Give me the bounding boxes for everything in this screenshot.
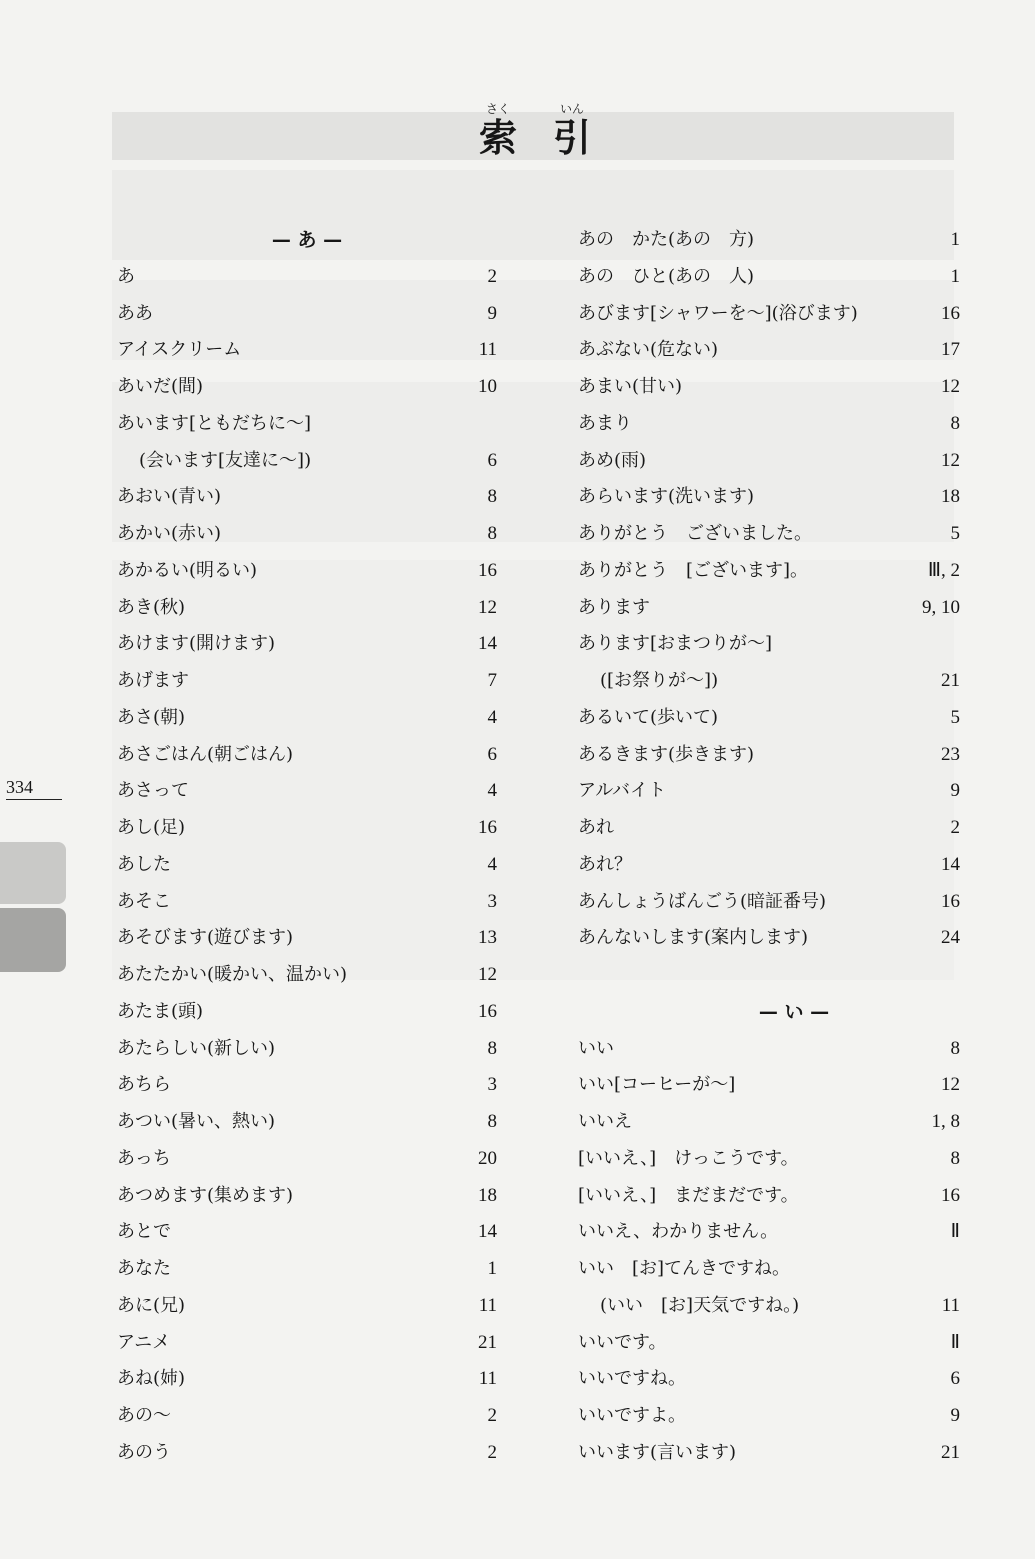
index-entry xyxy=(117,590,497,627)
index-entry xyxy=(117,479,497,516)
index-term: あそこ xyxy=(117,890,171,912)
index-entry xyxy=(578,1178,960,1215)
index-entry xyxy=(117,884,497,921)
index-term: あげます xyxy=(117,670,189,691)
index-term: あに(兄) xyxy=(117,1294,186,1316)
index-entry xyxy=(578,516,960,553)
index-term: あさって xyxy=(117,780,189,802)
index-entry xyxy=(578,1435,960,1472)
index-column-left xyxy=(117,222,497,1472)
index-term: (いい [お]天気ですね。) xyxy=(600,1294,800,1316)
index-term: あれ？ xyxy=(578,853,632,875)
index-page-ref: 12 xyxy=(478,596,497,618)
index-term: あさごはん(朝ごはん) xyxy=(117,743,294,765)
index-entry xyxy=(578,443,960,480)
index-term: あまい(甘い) xyxy=(578,376,683,397)
index-entry xyxy=(578,810,960,847)
index-entry xyxy=(117,810,497,847)
index-entry xyxy=(578,1288,960,1325)
index-entry xyxy=(117,847,497,884)
index-term: あなた xyxy=(117,1258,171,1279)
index-term: あそびます(遊びます) xyxy=(117,927,294,949)
index-page-ref: 5 xyxy=(950,706,960,728)
thumb-tab-light xyxy=(0,842,66,904)
index-term: あるいて(歩いて) xyxy=(578,706,719,728)
index-page-ref: 6 xyxy=(487,449,497,471)
index-page-ref: 16 xyxy=(941,302,960,324)
index-entry xyxy=(578,920,960,957)
index-term: [いいえ、] けっこうです。 xyxy=(578,1147,799,1169)
index-entry xyxy=(117,1361,497,1398)
index-page-ref: 12 xyxy=(941,376,960,397)
index-page-ref: 21 xyxy=(478,1331,497,1353)
index-term: アニメ xyxy=(117,1331,171,1353)
page-number: 334 xyxy=(6,777,62,800)
index-page-ref: 9 xyxy=(487,302,497,324)
index-entry xyxy=(117,1325,497,1362)
index-page-ref: 8 xyxy=(487,486,497,508)
index-term: あけます(開けます) xyxy=(117,633,276,655)
index-term: あ xyxy=(117,265,135,287)
index-entry xyxy=(117,1104,497,1141)
index-page-ref: 20 xyxy=(478,1147,497,1169)
index-page-ref: 2 xyxy=(487,265,497,287)
index-entry xyxy=(578,884,960,921)
index-page-ref: 9 xyxy=(950,1405,960,1426)
index-page-ref: 16 xyxy=(941,890,960,912)
index-term: あるきます(歩きます) xyxy=(578,743,755,765)
index-entry xyxy=(578,1031,960,1068)
index-entry xyxy=(578,332,960,369)
index-term: あつめます(集めます) xyxy=(117,1184,294,1206)
index-page-ref: 12 xyxy=(478,964,497,985)
index-page-ref: 8 xyxy=(487,523,497,544)
index-page-ref: 16 xyxy=(941,1184,960,1206)
index-entry xyxy=(578,700,960,737)
index-entry xyxy=(578,1325,960,1362)
index-term: ありがとう [ございます]。 xyxy=(578,559,809,581)
title-char-2 xyxy=(532,102,612,160)
index-entry xyxy=(117,626,497,663)
index-term: あびます[シャワーを〜](浴びます) xyxy=(578,302,858,324)
index-page-ref: 6 xyxy=(950,1368,960,1390)
index-entry xyxy=(117,1251,497,1288)
index-entry xyxy=(117,1288,497,1325)
index-page-ref: 11 xyxy=(478,1294,497,1316)
index-page-ref: 16 xyxy=(478,1000,497,1022)
index-page-ref: Ⅱ xyxy=(950,1331,960,1353)
index-page-ref: 8 xyxy=(950,1037,960,1059)
index-term: いいです。 xyxy=(578,1331,667,1353)
index-page-ref: 11 xyxy=(478,339,497,361)
index-term: あたらしい(新しい) xyxy=(117,1037,276,1059)
index-page-ref: 11 xyxy=(478,1368,497,1390)
index-entry xyxy=(117,920,497,957)
index-entry xyxy=(117,1067,497,1104)
index-entry xyxy=(117,259,497,296)
index-entry xyxy=(117,1398,497,1435)
page-title xyxy=(0,102,1035,162)
thumb-tab-dark xyxy=(0,908,66,972)
index-page-ref: 2 xyxy=(950,817,960,838)
section-heading-text: — あ — xyxy=(271,229,343,251)
index-entry xyxy=(578,259,960,296)
index-term: あちら xyxy=(117,1074,171,1096)
index-term: あいます[ともだちに〜] xyxy=(117,412,312,434)
index-entry xyxy=(578,590,960,627)
index-page-ref: 13 xyxy=(478,927,497,949)
index-entry xyxy=(578,1251,960,1288)
index-page-ref: 18 xyxy=(478,1184,497,1206)
index-page-ref: 8 xyxy=(950,412,960,434)
index-entry xyxy=(117,1214,497,1251)
index-term: (会います[友達に〜]) xyxy=(139,449,312,471)
index-page-ref: 11 xyxy=(941,1294,960,1316)
index-term: ([お祭りが〜]) xyxy=(600,670,719,691)
index-page-ref: 9, 10 xyxy=(922,596,960,618)
index-page-ref: 6 xyxy=(487,743,497,765)
index-entry xyxy=(117,957,497,994)
index-term: [いいえ、] まだまだです。 xyxy=(578,1184,799,1206)
index-term: あおい(青い) xyxy=(117,486,222,508)
index-entry xyxy=(578,773,960,810)
index-term: あまり xyxy=(578,412,632,434)
index-page-ref: 2 xyxy=(487,1405,497,1426)
index-entry xyxy=(117,553,497,590)
index-term: あたたかい(暖かい、温かい) xyxy=(117,964,348,985)
index-page-ref: Ⅲ, 2 xyxy=(927,559,960,581)
index-term: いい xyxy=(578,1037,614,1059)
index-term: あとで xyxy=(117,1221,171,1243)
index-page-ref: 23 xyxy=(941,743,960,765)
index-term: あんないします(案内します) xyxy=(578,927,809,949)
index-entry xyxy=(578,1214,960,1251)
index-entry xyxy=(117,1141,497,1178)
index-entry xyxy=(117,406,497,443)
index-entry xyxy=(117,296,497,333)
index-entry xyxy=(578,1067,960,1104)
title-kanji-2: 引 xyxy=(552,116,591,160)
index-page-ref: 3 xyxy=(487,1074,497,1096)
index-entry xyxy=(117,1435,497,1472)
index-term: あんしょうばんごう(暗証番号) xyxy=(578,890,827,912)
index-page-ref: Ⅱ xyxy=(950,1221,960,1243)
index-term: ああ xyxy=(117,302,153,324)
index-page-ref: 14 xyxy=(941,853,960,875)
index-page-ref: 5 xyxy=(950,523,960,544)
index-term: あらいます(洗います) xyxy=(578,486,755,508)
section-heading xyxy=(578,994,960,1031)
index-entry xyxy=(117,700,497,737)
index-entry xyxy=(117,443,497,480)
index-page-ref: 10 xyxy=(478,376,497,397)
index-entry xyxy=(578,1398,960,1435)
title-kanji-1: 索 xyxy=(478,116,517,160)
index-page-ref: 21 xyxy=(941,1441,960,1463)
index-page-ref: 14 xyxy=(478,1221,497,1243)
index-entry xyxy=(578,1361,960,1398)
index-term: ありがとう ございました。 xyxy=(578,523,812,544)
index-entry xyxy=(578,1141,960,1178)
index-page-ref: 14 xyxy=(478,633,497,655)
index-term: いい[コーヒーが〜] xyxy=(578,1074,736,1096)
index-term: あぶない(危ない) xyxy=(578,339,719,361)
index-entry xyxy=(117,516,497,553)
index-page-ref: 4 xyxy=(487,780,497,802)
index-page-ref: 9 xyxy=(950,780,960,802)
index-term: あります xyxy=(578,596,650,618)
index-page-ref: 1, 8 xyxy=(931,1111,960,1132)
index-entry xyxy=(578,553,960,590)
index-entry xyxy=(117,663,497,700)
index-entry xyxy=(117,737,497,774)
title-ruby-1: さく xyxy=(485,102,510,116)
index-term: いいですよ。 xyxy=(578,1405,686,1426)
index-term: いいます(言います) xyxy=(578,1441,737,1463)
index-term: あさ(朝) xyxy=(117,706,186,728)
index-page-ref: 12 xyxy=(941,449,960,471)
index-entry xyxy=(578,296,960,333)
index-entry xyxy=(117,1178,497,1215)
index-page-ref: 16 xyxy=(478,817,497,838)
index-entry xyxy=(117,773,497,810)
index-term: いいえ xyxy=(578,1111,632,1132)
index-term: あります[おまつりが〜] xyxy=(578,633,773,655)
index-term: アルバイト xyxy=(578,780,667,802)
title-char-1 xyxy=(458,102,538,160)
index-entry xyxy=(117,332,497,369)
index-entry xyxy=(578,406,960,443)
index-page-ref: 18 xyxy=(941,486,960,508)
index-term: あつい(暑い、熱い) xyxy=(117,1111,276,1132)
index-term: あした xyxy=(117,853,171,875)
index-page-ref: 2 xyxy=(487,1441,497,1463)
index-term: あいだ(間) xyxy=(117,376,204,397)
index-term: あかるい(明るい) xyxy=(117,559,258,581)
index-term: あき(秋) xyxy=(117,596,186,618)
index-page-ref: 16 xyxy=(478,559,497,581)
index-column-right xyxy=(578,222,960,1472)
index-term: アイスクリーム xyxy=(117,339,242,361)
index-term: あし(足) xyxy=(117,817,186,838)
index-term: いいえ、わかりません。 xyxy=(578,1221,779,1243)
index-entry xyxy=(117,369,497,406)
index-entry xyxy=(578,1104,960,1141)
index-page-ref: 3 xyxy=(487,890,497,912)
index-entry xyxy=(578,479,960,516)
index-term: あめ(雨) xyxy=(578,449,647,471)
index-entry xyxy=(578,663,960,700)
index-page-ref: 1 xyxy=(487,1258,497,1279)
index-term: あれ xyxy=(578,817,614,838)
section-heading xyxy=(117,222,497,259)
index-page-ref: 8 xyxy=(487,1037,497,1059)
index-entry xyxy=(117,1031,497,1068)
index-page-ref: 17 xyxy=(941,339,960,361)
index-entry xyxy=(578,369,960,406)
index-page-ref: 24 xyxy=(941,927,960,949)
index-entry xyxy=(578,737,960,774)
index-entry xyxy=(578,847,960,884)
index-term: いい [お]てんきですね。 xyxy=(578,1258,791,1279)
index-entry xyxy=(578,222,960,259)
index-page-ref: 1 xyxy=(950,265,960,287)
index-page-ref: 1 xyxy=(950,229,960,250)
section-heading-text: — い — xyxy=(758,1000,830,1023)
title-ruby-2: いん xyxy=(559,102,584,116)
index-term: あの かた(あの 方) xyxy=(578,229,755,250)
index-term: あのう xyxy=(117,1441,171,1463)
index-page-ref: 8 xyxy=(950,1147,960,1169)
spacer-row xyxy=(578,957,960,994)
index-page-ref: 7 xyxy=(487,670,497,691)
index-term: あの〜 xyxy=(117,1405,171,1426)
index-term: いいですね。 xyxy=(578,1368,686,1390)
index-entry xyxy=(578,626,960,663)
index-entry xyxy=(117,994,497,1031)
index-term: あかい(赤い) xyxy=(117,523,222,544)
index-term: あの ひと(あの 人) xyxy=(578,265,755,287)
index-page-ref: 4 xyxy=(487,853,497,875)
index-page-ref: 8 xyxy=(487,1111,497,1132)
index-page-ref: 21 xyxy=(941,670,960,691)
index-page-ref: 12 xyxy=(941,1074,960,1096)
index-term: あね(姉) xyxy=(117,1368,186,1390)
index-term: あっち xyxy=(117,1147,171,1169)
index-term: あたま(頭) xyxy=(117,1000,204,1022)
index-page-ref: 4 xyxy=(487,706,497,728)
